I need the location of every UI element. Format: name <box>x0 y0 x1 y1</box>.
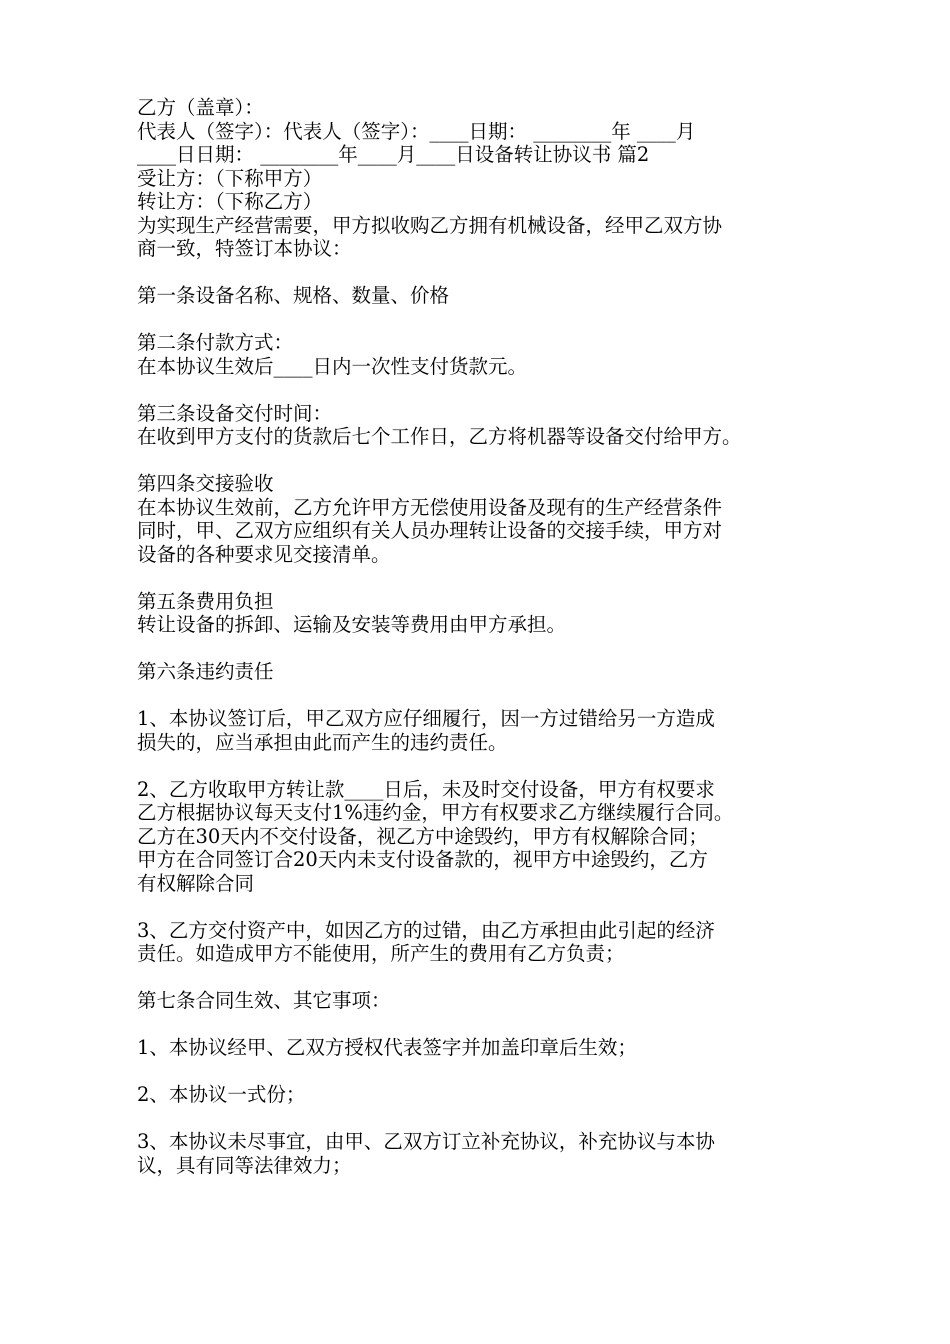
document-body <box>137 96 817 1177</box>
text-line: 乙方在30天内不交付设备，视乙方中途毁约，甲方有权解除合同； <box>137 824 708 848</box>
section-heading: 第二条付款方式： <box>137 331 294 354</box>
blank-line <box>137 637 817 661</box>
text-line: 在本协议生效后____日内一次性支付货款元。 <box>137 354 528 378</box>
blank-line <box>137 966 817 990</box>
blank-line <box>137 261 817 285</box>
text-line: 2、乙方收取甲方转让款____日后，未及时交付设备，甲方有权要求 <box>137 777 715 801</box>
blank-line <box>137 754 817 778</box>
text-line: 转让设备的拆卸、运输及安装等费用由甲方承担。 <box>137 613 567 636</box>
section-heading: 第五条费用负担 <box>137 589 274 613</box>
text-line: 3、本协议未尽事宜，由甲、乙双方订立补充协议，补充协议与本协 <box>137 1130 715 1153</box>
text-line: 受让方：（下称甲方） <box>137 166 323 190</box>
blank-line <box>137 895 817 919</box>
text-line: 在本协议生效前，乙方允许甲方无偿使用设备及现有的生产经营条件 <box>137 495 723 519</box>
text-line: 责任。如造成甲方不能使用，所产生的费用有乙方负责； <box>137 942 625 965</box>
text-line: 代表人（签字）：代表人（签字）：____日期： ________年 ____月 <box>137 119 696 143</box>
text-line: 议，具有同等法律效力； <box>137 1153 352 1177</box>
blank-line <box>137 378 817 402</box>
text-line: ____日日期： ________年____月____日设备转让协议书 篇2 <box>137 143 650 166</box>
section-heading: 第三条设备交付时间： <box>137 401 333 425</box>
text-line: 同时，甲、乙双方应组织有关人员办理转让设备的交接手续，甲方对 <box>137 519 723 542</box>
text-line: 1、本协议签订后，甲乙双方应仔细履行，因一方过错给另一方造成 <box>137 707 715 730</box>
section-heading: 第六条违约责任 <box>137 660 274 683</box>
blank-line <box>137 1060 817 1084</box>
blank-line <box>137 449 817 473</box>
text-line: 为实现生产经营需要，甲方拟收购乙方拥有机械设备，经甲乙双方协 <box>137 213 723 237</box>
text-line: 甲方在合同签订合20天内未支付设备款的，视甲方中途毁约，乙方 <box>137 848 708 871</box>
text-line: 2、本协议一式份； <box>137 1083 306 1106</box>
blank-line <box>137 1107 817 1131</box>
blank-line <box>137 566 817 590</box>
text-line: 在收到甲方支付的货款后七个工作日，乙方将机器等设备交付给甲方。 <box>137 425 742 448</box>
text-line: 有权解除合同 <box>137 871 255 895</box>
blank-line <box>137 684 817 708</box>
section-heading: 第七条合同生效、其它事项： <box>137 989 391 1012</box>
text-line: 商一致，特签订本协议： <box>137 237 352 260</box>
text-line: 乙方根据协议每天支付1%违约金，甲方有权要求乙方继续履行合同。 <box>137 801 734 824</box>
text-line: 3、乙方交付资产中，如因乙方的过错，由乙方承担由此引起的经济 <box>137 918 715 942</box>
text-line: 乙方（盖章）： <box>137 96 264 119</box>
blank-line <box>137 308 817 332</box>
text-line: 转让方：（下称乙方） <box>137 190 323 213</box>
text-line: 1、本协议经甲、乙双方授权代表签字并加盖印章后生效； <box>137 1036 637 1059</box>
blank-line <box>137 1013 817 1037</box>
text-line: 损失的，应当承担由此而产生的违约责任。 <box>137 730 508 754</box>
section-heading: 第一条设备名称、规格、数量、价格 <box>137 284 450 307</box>
section-heading: 第四条交接验收 <box>137 472 274 495</box>
text-line: 设备的各种要求见交接清单。 <box>137 542 391 566</box>
